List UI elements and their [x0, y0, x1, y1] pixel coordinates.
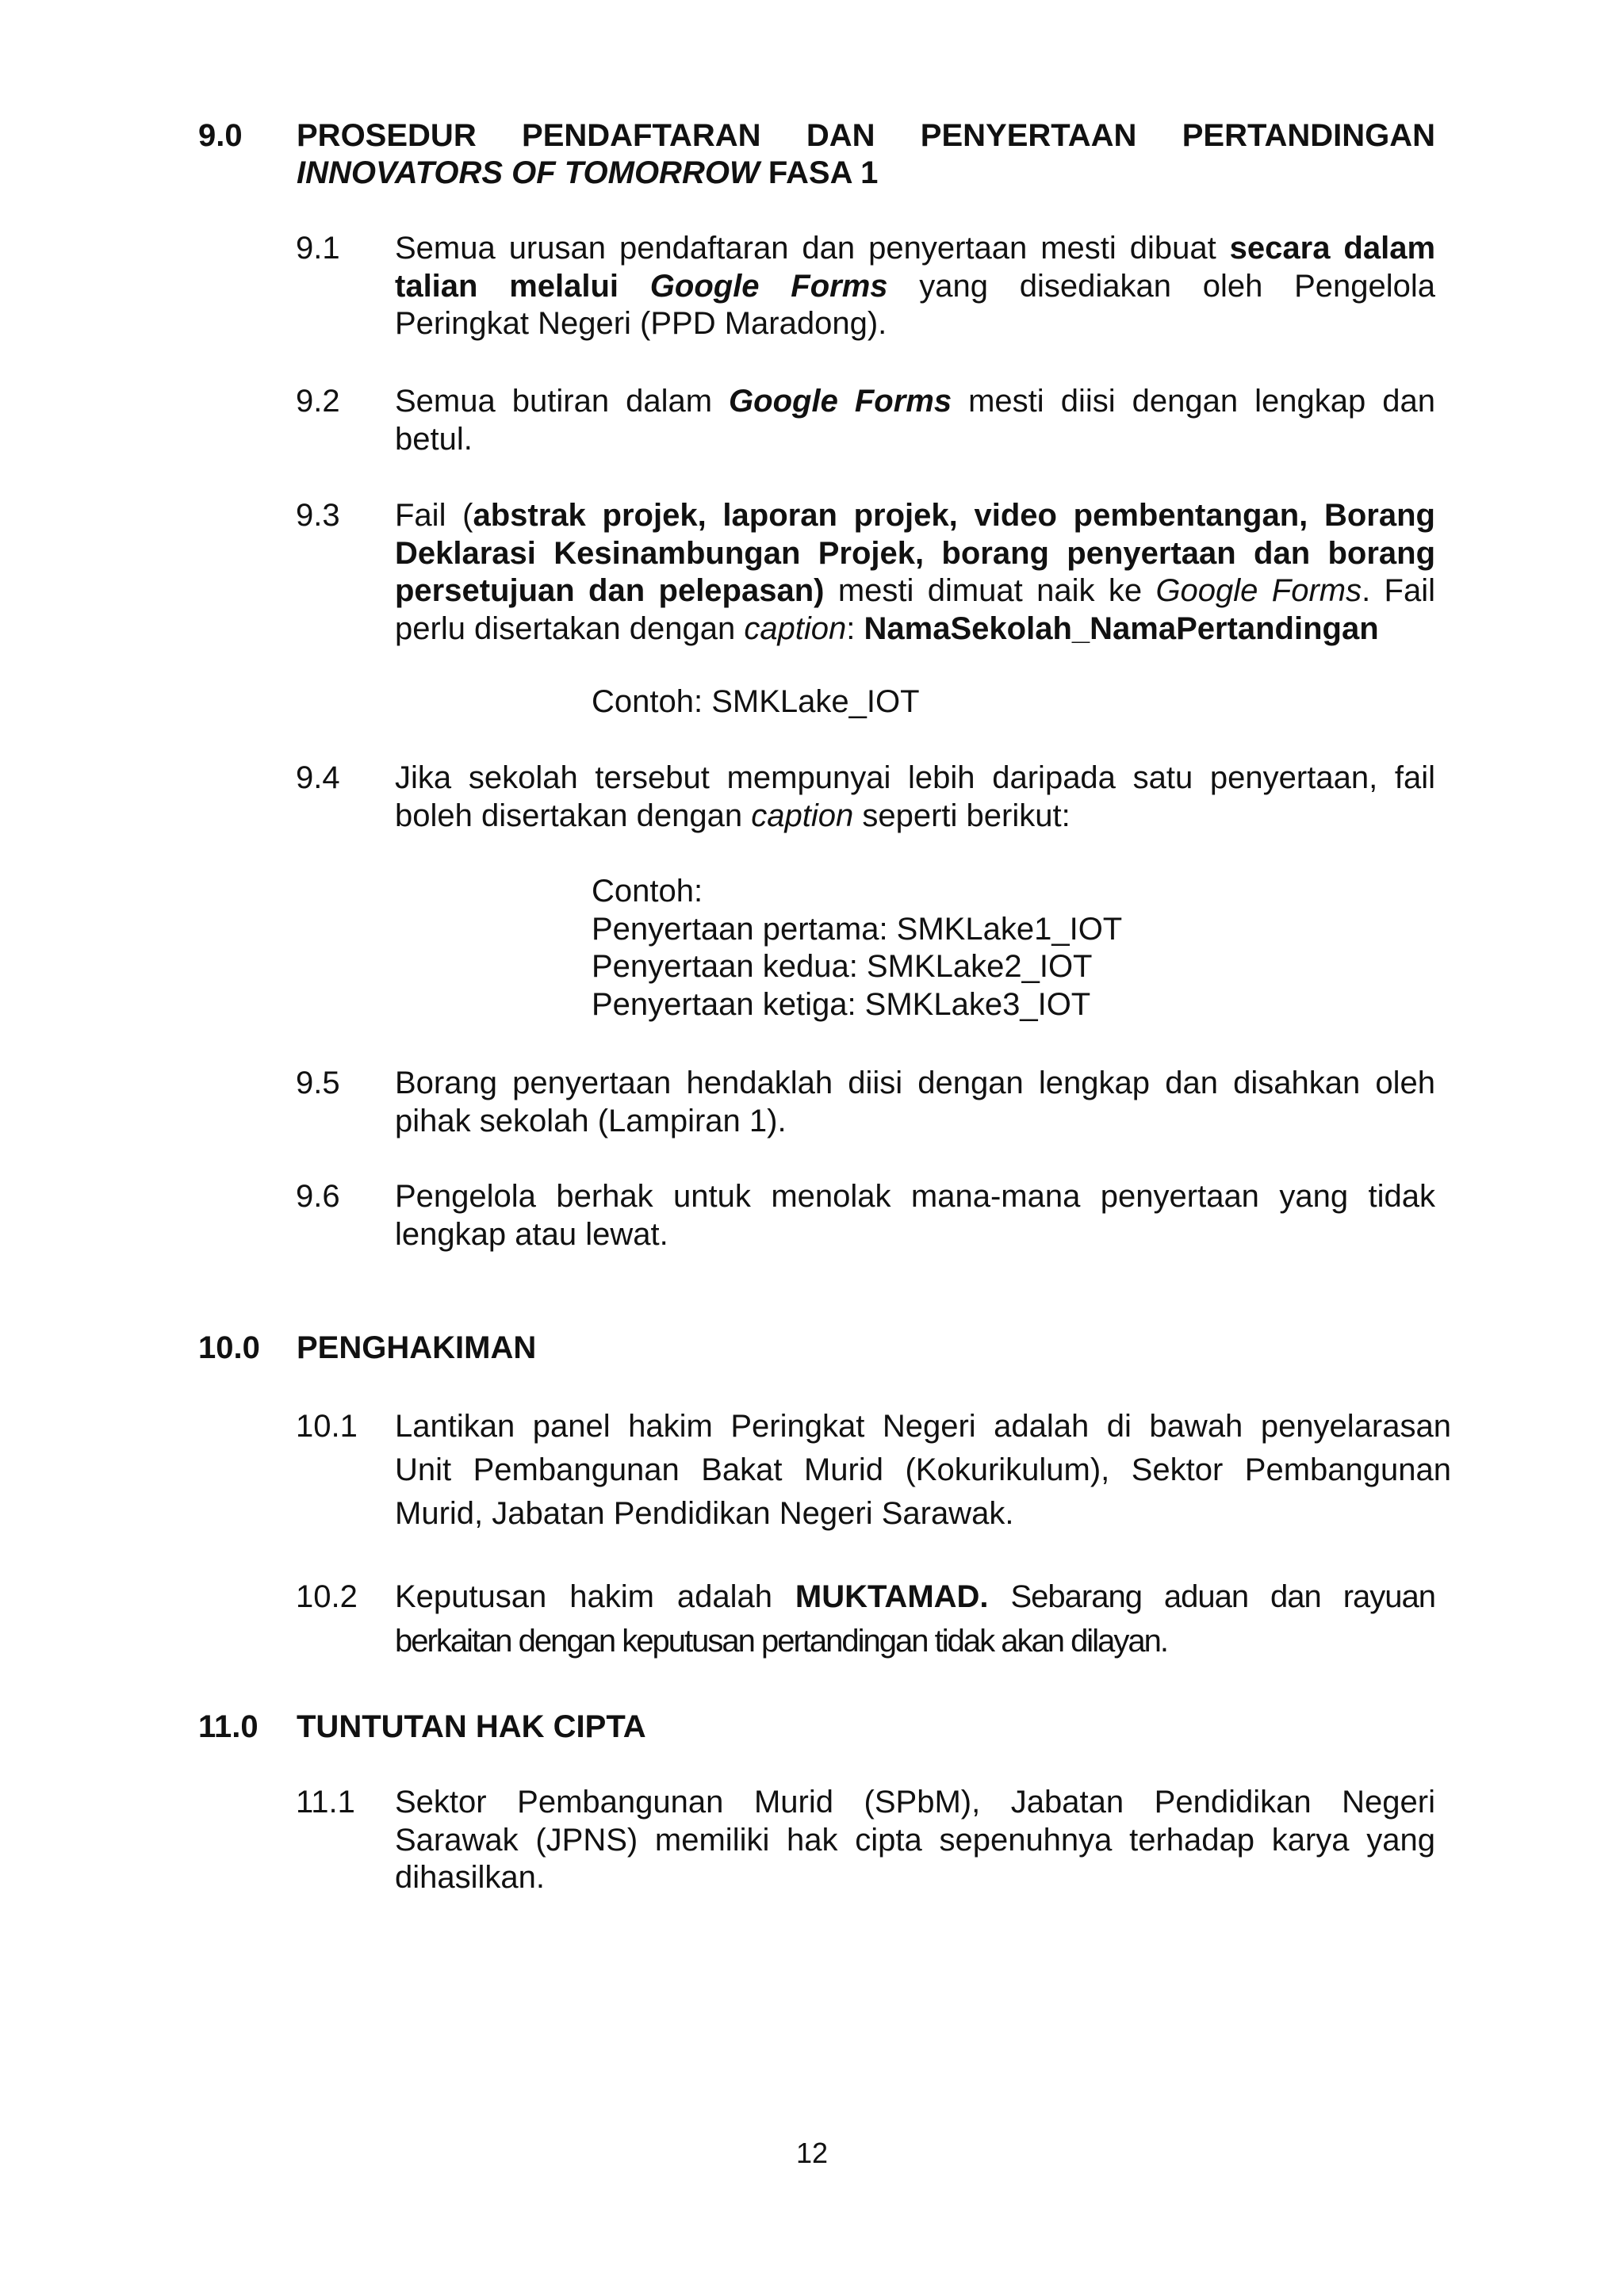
clause-body	[395, 1065, 1435, 1140]
clause-body	[395, 1405, 1451, 1536]
text-run: mesti dimuat naik ke	[824, 573, 1156, 608]
clause-line: Peringkat Negeri (PPD Maradong).	[395, 306, 887, 341]
clause-line: Sektor Pembangunan Murid (SPbM), Jabatan Pendidikan Negeri	[395, 1785, 1435, 1820]
clause-line: lengkap atau lewat.	[395, 1216, 668, 1252]
text-run: Semua urusan pendaftaran dan penyertaan mesti dibuat	[395, 231, 1230, 266]
clause-number: 9.3	[296, 498, 340, 533]
clause-line	[395, 535, 1435, 573]
example-line: Contoh:	[592, 874, 703, 909]
clause-number: 11.1	[296, 1785, 355, 1820]
section-title-line-2	[297, 155, 1435, 192]
example-9-4	[592, 873, 1122, 1024]
italic-run: Google Forms	[1155, 573, 1362, 608]
clause-body	[395, 1784, 1435, 1897]
clause-body	[395, 760, 1435, 835]
bold-run: NamaSekolah_NamaPertandingan	[864, 610, 1379, 646]
example-line: Penyertaan ketiga: SMKLake3_IOT	[592, 986, 1091, 1022]
bold-italic-run: Google Forms	[649, 268, 888, 304]
clause-line: Unit Pembangunan Bakat Murid (Kokurikulum), Sektor Pembangunan	[395, 1452, 1451, 1487]
italic-run: caption	[744, 610, 847, 646]
clause-body	[395, 1178, 1435, 1253]
bold-run: MUKTAMAD.	[795, 1579, 989, 1614]
clause-line	[395, 383, 1435, 421]
bold-run: Deklarasi Kesinambungan Projek, borang penyertaan dan borang	[395, 535, 1435, 571]
clause-line: dihasilkan.	[395, 1860, 546, 1895]
bold-run: persetujuan dan pelepasan)	[395, 573, 825, 608]
text-run: seperti berikut:	[853, 798, 1071, 833]
section-title-italic: INNOVATORS OF TOMORROW	[297, 155, 760, 190]
clause-line: pihak sekolah (Lampiran 1).	[395, 1103, 787, 1138]
text-run: perlu disertakan dengan	[395, 610, 745, 646]
clause-line	[395, 798, 1435, 836]
page-number: 12	[795, 2137, 829, 2169]
clause-number: 10.2	[296, 1579, 358, 1614]
clause-body	[395, 230, 1435, 343]
clause-line: betul.	[395, 421, 473, 457]
section-number: 9.0	[198, 118, 243, 153]
clause-line: Lantikan panel hakim Peringkat Negeri adalah di bawah penyelarasan	[395, 1409, 1451, 1444]
clause-line	[395, 268, 1435, 306]
example-line: Contoh: SMKLake_IOT	[592, 684, 920, 719]
section-title-rest: FASA 1	[759, 155, 879, 190]
clause-number: 9.1	[296, 231, 340, 266]
text-run: yang disediakan oleh Pengelola	[887, 268, 1436, 304]
clause-line	[395, 497, 1435, 535]
clause-number: 9.2	[296, 384, 340, 419]
clause-line	[395, 572, 1435, 610]
clause-line	[395, 230, 1435, 268]
section-title: PENGHAKIMAN	[297, 1330, 537, 1365]
clause-number: 9.6	[296, 1179, 340, 1214]
section-number: 11.0	[198, 1709, 259, 1744]
clause-line: Sarawak (JPNS) memiliki hak cipta sepenuhnya terhadap karya yang	[395, 1822, 1435, 1858]
clause-line: Murid, Jabatan Pendidikan Negeri Sarawak.	[395, 1496, 1014, 1531]
clause-number: 9.4	[296, 760, 340, 795]
example-line: Penyertaan kedua: SMKLake2_IOT	[592, 949, 1093, 984]
section-title	[297, 117, 1435, 192]
bold-run: secara dalam	[1229, 231, 1436, 266]
bold-italic-run: Google Forms	[729, 384, 952, 419]
clause-number: 9.5	[296, 1066, 340, 1100]
text-run: Semua butiran dalam	[395, 384, 730, 419]
clause-body	[395, 497, 1435, 648]
clause-line: Jika sekolah tersebut mempunyai lebih daripada satu penyertaan, fail	[395, 760, 1435, 795]
clause-line	[395, 1575, 1435, 1619]
section-number: 10.0	[198, 1330, 260, 1365]
italic-run: caption	[751, 798, 854, 833]
section-title-line-1: PROSEDUR PENDAFTARAN DAN PENYERTAAN PERTANDINGAN	[297, 118, 1435, 153]
bold-run: talian melalui	[395, 268, 650, 304]
clause-line: berkaitan dengan keputusan pertandingan tidak akan dilayan.	[395, 1624, 1167, 1659]
clause-line	[395, 610, 1435, 649]
clause-number: 10.1	[296, 1409, 358, 1444]
clause-body	[395, 383, 1435, 458]
bold-run: abstrak projek, laporan projek, video pembentangan, Borang	[473, 498, 1435, 533]
clause-body	[395, 1575, 1435, 1663]
text-run: :	[846, 610, 864, 646]
example-9-3	[592, 683, 920, 721]
section-title: TUNTUTAN HAK CIPTA	[297, 1709, 646, 1744]
text-run: Fail (	[395, 498, 473, 533]
clause-line: Pengelola berhak untuk menolak mana-mana penyertaan yang tidak	[395, 1179, 1435, 1214]
text-run: boleh disertakan dengan	[395, 798, 752, 833]
text-run: mesti diisi dengan lengkap dan	[952, 384, 1435, 419]
text-run: . Fail	[1362, 573, 1435, 608]
text-run: Sebarang aduan dan rayuan	[988, 1579, 1435, 1614]
clause-line: Borang penyertaan hendaklah diisi dengan lengkap dan disahkan oleh	[395, 1066, 1435, 1100]
text-run: Keputusan hakim adalah	[395, 1579, 795, 1614]
example-line: Penyertaan pertama: SMKLake1_IOT	[592, 911, 1123, 947]
